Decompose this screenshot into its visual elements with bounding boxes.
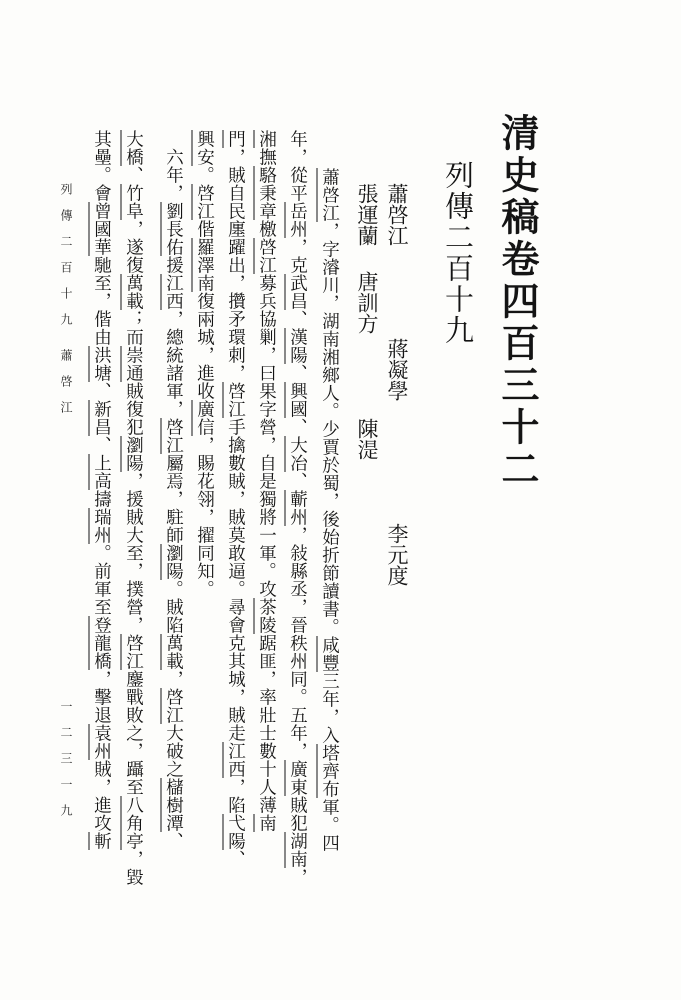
- proper-noun: 瑞州: [91, 508, 112, 544]
- text-segment: 、: [287, 418, 308, 436]
- proper-noun: 上高: [91, 454, 112, 490]
- text-segment: ，字濬川，湖南湘鄉人。少賈於蜀，後始折節讀書。: [319, 222, 340, 636]
- text-segment: ，: [287, 868, 308, 886]
- proper-noun: 啓江: [123, 634, 144, 670]
- proper-noun: 江西: [163, 274, 184, 310]
- text-segment: 。賊陷: [163, 580, 184, 634]
- text-segment: 賊，進攻: [91, 760, 112, 832]
- text-segment: 、: [225, 850, 246, 868]
- proper-noun: 咸豐: [319, 636, 340, 672]
- text-segment: 、: [287, 472, 308, 490]
- proper-noun: 興國: [287, 382, 308, 418]
- proper-noun: 櫧樹潭: [163, 778, 184, 832]
- text-segment: ，毀: [123, 850, 144, 886]
- proper-noun: 駱秉章: [256, 166, 277, 220]
- proper-noun: 塔齊布: [319, 744, 340, 798]
- proper-noun: 蘄州: [287, 490, 308, 526]
- text-segment: 其壘。會: [91, 130, 112, 202]
- proper-noun: 南: [256, 814, 277, 832]
- proper-noun: 漢陽: [287, 328, 308, 364]
- text-segment: 、: [287, 310, 308, 328]
- text-segment: 賊犯: [287, 796, 308, 832]
- proper-noun: 八角亭: [123, 796, 144, 850]
- text-segment: 援: [163, 256, 184, 274]
- text-segment: 三年，入: [319, 672, 340, 744]
- text-segment: 偕: [194, 220, 215, 238]
- proper-noun: 竹阜: [123, 184, 144, 220]
- proper-noun: 啓江: [163, 688, 184, 724]
- biography-name: 陳湜: [355, 418, 379, 460]
- text-column: [257, 130, 275, 832]
- proper-noun: 啓江: [194, 184, 215, 220]
- text-segment: 軍。四: [319, 798, 340, 852]
- proper-noun: 岳州: [287, 202, 308, 238]
- text-segment: 檄: [256, 220, 277, 238]
- text-segment: ，擊退: [91, 670, 112, 724]
- proper-noun: 新昌: [91, 400, 112, 436]
- running-footer: 列 傳 二 百 十 九 蕭 啓 江: [59, 183, 73, 413]
- text-segment: 。: [194, 166, 215, 184]
- text-segment: ，: [163, 670, 184, 688]
- proper-noun: 曾國華: [91, 202, 112, 256]
- proper-noun: 蕭啓江: [319, 168, 340, 222]
- volume-title: 清史稿卷四百三十二: [495, 113, 540, 491]
- text-column: [320, 168, 338, 852]
- text-column: [195, 130, 213, 598]
- text-segment: ；而: [123, 310, 144, 346]
- text-segment: ，遂復: [123, 220, 144, 274]
- text-segment: 年，從平: [287, 130, 308, 202]
- text-column: [92, 130, 110, 850]
- proper-noun: 瀏陽: [123, 436, 144, 472]
- proper-noun: 武昌: [287, 274, 308, 310]
- proper-noun: 廣信: [194, 400, 215, 436]
- text-segment: 大破之: [163, 724, 184, 778]
- text-segment: 、: [287, 364, 308, 382]
- text-segment: 馳至，偕由: [91, 256, 112, 346]
- text-segment: ，賊自民廛躍出，攢矛環刺，: [225, 148, 246, 382]
- proper-noun: 啓江: [256, 238, 277, 274]
- text-segment: ，克: [287, 238, 308, 274]
- proper-noun: 茶陵: [256, 598, 277, 634]
- proper-noun: 江西: [225, 742, 246, 778]
- proper-noun: 萬載: [163, 634, 184, 670]
- proper-noun: 啓江: [225, 382, 246, 418]
- text-segment: ，陷: [225, 778, 246, 814]
- page-number: 一 二 三 一 九: [59, 700, 73, 816]
- text-segment: 踞匪，率壯士數十人薄: [256, 634, 277, 814]
- text-segment: 、: [163, 832, 184, 850]
- biography-name: 唐訓方: [355, 271, 379, 334]
- text-segment: 、: [91, 436, 112, 454]
- text-segment: ，援賊大至，撲營，: [123, 472, 144, 634]
- text-segment: 手擒數賊，賊莫敢逼。尋會克其城，賊走: [225, 418, 246, 742]
- proper-noun: 門: [225, 130, 246, 148]
- proper-noun: 廣東: [287, 760, 308, 796]
- text-column: [124, 130, 142, 886]
- text-segment: 鏖戰敗之，躡至: [123, 670, 144, 796]
- text-column: [164, 130, 182, 850]
- text-column: [288, 130, 306, 886]
- text-segment: ，總統諸軍，: [163, 310, 184, 418]
- proper-noun: 啓江: [163, 418, 184, 454]
- text-segment: 撫: [256, 148, 277, 166]
- text-segment: 、: [123, 166, 144, 184]
- proper-noun: 弋陽: [225, 814, 246, 850]
- proper-noun: 登龍橋: [91, 616, 112, 670]
- biography-name: 蔣凝學: [385, 338, 409, 401]
- proper-noun: 洪塘: [91, 346, 112, 382]
- text-segment: ，賜花翎，擢同知。: [194, 436, 215, 598]
- text-column: [226, 130, 244, 868]
- proper-noun: 湘: [256, 130, 277, 148]
- biography-name: 張運蘭: [355, 183, 379, 246]
- proper-noun: 大冶: [287, 436, 308, 472]
- text-segment: 募兵協剿，曰果字營，自是獨將一軍。攻: [256, 274, 277, 598]
- text-segment: ，敍縣丞，晉秩州同。五年，: [287, 526, 308, 760]
- text-segment: 、: [91, 382, 112, 400]
- biography-name: 蕭啓江: [385, 183, 409, 246]
- proper-noun: 劉長佑: [163, 202, 184, 256]
- proper-noun: 瀏陽: [163, 544, 184, 580]
- proper-noun: 萬載: [123, 274, 144, 310]
- proper-noun: 斬: [91, 832, 112, 850]
- text-segment: 屬焉，駐師: [163, 454, 184, 544]
- proper-noun: 大橋: [123, 130, 144, 166]
- proper-noun: 興安: [194, 130, 215, 166]
- proper-noun: 崇通: [123, 346, 144, 382]
- text-segment: 復兩城，進收: [194, 292, 215, 400]
- chapter-title: 列傳二百十九: [441, 160, 475, 346]
- proper-noun: 湖南: [287, 832, 308, 868]
- text-segment: 。前軍至: [91, 544, 112, 616]
- proper-noun: 羅澤南: [194, 238, 215, 292]
- text-segment: 賊復犯: [123, 382, 144, 436]
- text-segment: 六年，: [163, 130, 184, 202]
- text-segment: 擣: [91, 490, 112, 508]
- biography-name: 李元度: [385, 523, 409, 586]
- proper-noun: 袁州: [91, 724, 112, 760]
